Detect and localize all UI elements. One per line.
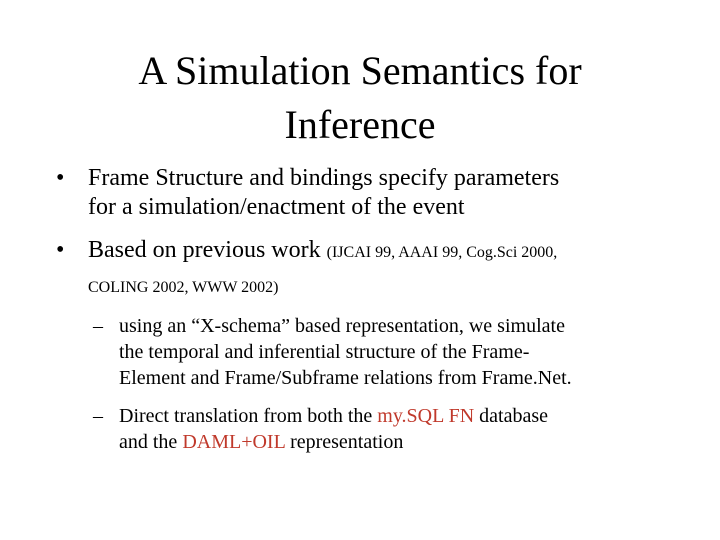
subbullet-direct-translation (93, 403, 699, 455)
title-line-2: Inference (284, 102, 436, 147)
subbullet-mark: – (93, 315, 103, 337)
bullet-text-line: Frame Structure and bindings specify parameters (88, 165, 560, 191)
citation-list-continued: COLING 2002, WWW 2002) (88, 279, 279, 296)
subbullet-text-line: using an “X-schema” based representation, we simulate (119, 315, 565, 337)
bullet-text: Based on previous work (88, 237, 321, 263)
bullet-mark: • (56, 237, 65, 263)
bullet-frame-structure (56, 164, 688, 222)
subbullet-text-line: Element and Frame/Subframe relations from Frame.Net. (119, 367, 572, 389)
subbullet-text-line: the temporal and inferential structure of the Frame- (119, 341, 530, 363)
text-segment: Direct translation from both the (119, 405, 378, 427)
subbullet-text-line (119, 403, 699, 429)
bullet-text-line: for a simulation/enactment of the event (88, 194, 465, 220)
text-segment: database (474, 405, 548, 427)
text-segment: representation (285, 431, 404, 453)
text-segment: and the (119, 431, 183, 453)
bullet-previous-work (56, 236, 688, 299)
subbullet-mark: – (93, 405, 103, 427)
mysql-fn-highlight: my.SQL FN (377, 405, 475, 427)
subbullet-text-line (119, 429, 699, 455)
subbullet-x-schema (93, 313, 699, 391)
bullet-text-line (88, 236, 688, 267)
title-line-1: A Simulation Semantics for (138, 48, 582, 93)
bullet-mark: • (56, 165, 65, 191)
citation-list: (IJCAI 99, AAAI 99, Cog.Sci 2000, (326, 244, 558, 261)
daml-oil-highlight: DAML+OIL (182, 431, 286, 453)
